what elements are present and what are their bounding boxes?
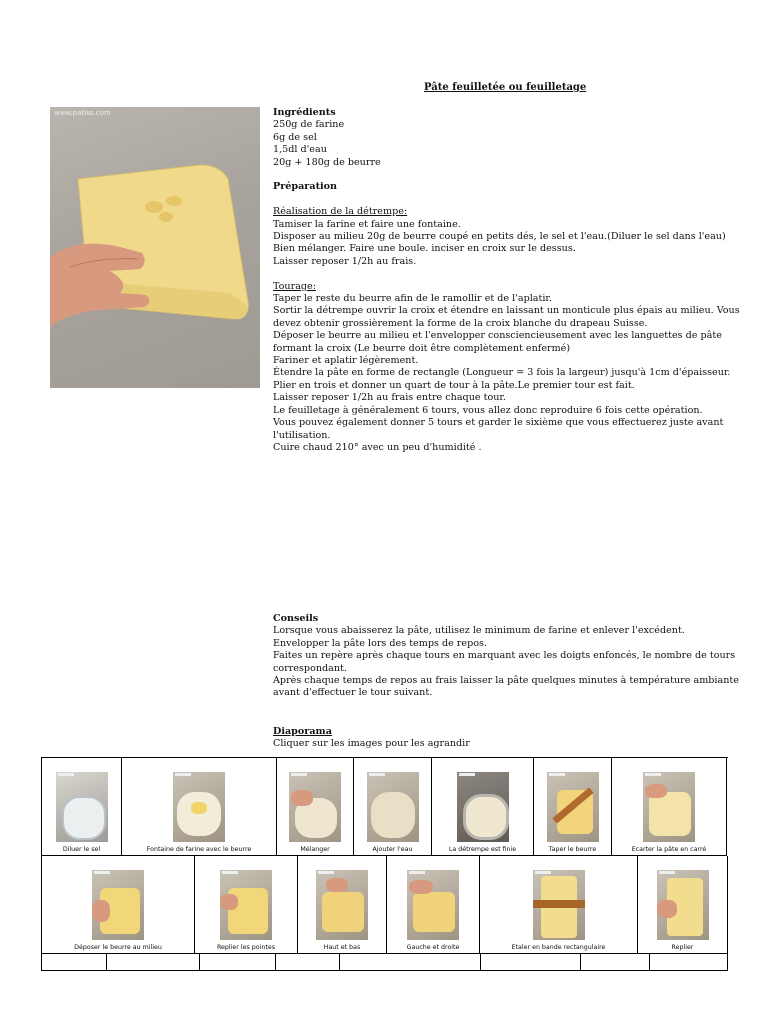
tourage-line: Sortir la détrempe ouvrir la croix et étendre en laissant un monticule plus épais au milieu. Vous (273, 305, 740, 317)
detrempe-line: Bien mélanger. Faire une boule. inciser en croix sur le dessus. (273, 243, 576, 255)
ingredients-heading: Ingrédients (273, 107, 336, 118)
slide-caption: Gauche et droite (406, 944, 460, 951)
tourage-line: Fariner et aplatir légèrement. (273, 355, 419, 367)
slide-thumbnail[interactable] (92, 870, 144, 940)
slide-caption: Fontaine de farine avec le beurre (146, 846, 252, 853)
empty-cell (481, 954, 581, 971)
slide-thumbnail[interactable] (367, 772, 419, 842)
tourage-line: Cuire chaud 210° avec un peu d'humidité . (273, 441, 482, 453)
dough-illustration (50, 107, 260, 388)
conseils-section (273, 613, 739, 700)
slide-caption: Déposer le beurre au milieu (74, 944, 162, 951)
slide-cell[interactable] (195, 856, 298, 954)
main-photo[interactable] (50, 107, 260, 388)
ingredient-item: 20g + 180g de beurre (273, 156, 381, 168)
tourage-line: formant la croix (Le beurre doit être complètement enfermé) (273, 342, 571, 354)
slide-caption: Etaler en bande rectangulaire (511, 944, 606, 951)
slide-thumbnail[interactable] (289, 772, 341, 842)
slide-cell[interactable] (354, 758, 432, 856)
conseils-line: Après chaque temps de repos au frais laisser la pâte quelques minutes à température ambiante (273, 675, 739, 687)
slide-thumbnail[interactable] (220, 870, 272, 940)
conseils-line: Envelopper la pâte lors des temps de repos. (273, 637, 487, 649)
diaporama-row-3 (42, 954, 728, 971)
empty-cell (200, 954, 276, 971)
slide-caption: La détrempe est finie (448, 846, 517, 853)
slide-caption: Replier (671, 944, 694, 951)
tourage-title: Tourage: (273, 280, 316, 292)
detrempe-line: Laisser reposer 1/2h au frais. (273, 255, 417, 267)
slide-caption: Haut et bas (323, 944, 361, 951)
slide-cell[interactable] (122, 758, 277, 856)
slide-caption: Ajouter l'eau (372, 846, 413, 853)
empty-cell (107, 954, 200, 971)
preparation-heading: Préparation (273, 181, 338, 193)
slide-cell[interactable] (387, 856, 480, 954)
tourage-line: Déposer le beurre au milieu et l'envelopper consciencieusement avec les languettes de pâte (273, 330, 722, 342)
slide-cell[interactable] (298, 856, 387, 954)
diaporama-row-1 (42, 758, 728, 856)
diaporama-heading: Diaporama (273, 726, 332, 737)
diaporama-section (273, 726, 713, 751)
slide-thumbnail[interactable] (316, 870, 368, 940)
slide-caption: Replier les pointes (216, 944, 276, 951)
slide-thumbnail[interactable] (173, 772, 225, 842)
slide-cell[interactable] (277, 758, 354, 856)
diaporama-table (41, 757, 728, 971)
ingredient-item: 6g de sel (273, 131, 317, 143)
tourage-line: Étendre la pâte en forme de rectangle (Longueur = 3 fois la largeur) jusqu'à 1cm d'épaisseur. (273, 367, 731, 379)
tourage-line: l'utilisation. (273, 429, 331, 441)
photo-watermark: www.patiss.com (54, 109, 111, 117)
slide-cell[interactable] (42, 758, 122, 856)
ingredient-item: 250g de farine (273, 119, 345, 131)
page-title: Pâte feuilletée ou feuilletage (424, 82, 587, 93)
conseils-line: avant d'effectuer le tour suivant. (273, 687, 433, 699)
empty-cell (581, 954, 650, 971)
slide-thumbnail[interactable] (657, 870, 709, 940)
tourage-line: Vous pouvez également donner 5 tours et garder le sixième que vous effectuerez juste avant (273, 417, 724, 429)
tourage-line: Laisser reposer 1/2h au frais entre chaque tour. (273, 392, 506, 404)
empty-cell (276, 954, 340, 971)
slide-cell[interactable] (612, 758, 727, 856)
empty-cell (42, 954, 107, 971)
tourage-line: Le feuilletage à généralement 6 tours, vous allez donc reproduire 6 fois cette opération. (273, 404, 703, 416)
tourage-line: Taper le reste du beurre afin de le ramollir et de l'aplatir. (273, 293, 552, 305)
slide-thumbnail[interactable] (533, 870, 585, 940)
tourage-line: Plier en trois et donner un quart de tour à la pâte.Le premier tour est fait. (273, 379, 635, 391)
recipe-text (273, 107, 740, 454)
conseils-line: correspondant. (273, 662, 347, 674)
conseils-line: Lorsque vous abaisserez la pâte, utilisez le minimum de farine et enlever l'excédent. (273, 625, 685, 637)
slide-thumbnail[interactable] (407, 870, 459, 940)
slide-cell[interactable] (480, 856, 638, 954)
detrempe-line: Disposer au milieu 20g de beurre coupé en petits dés, le sel et l'eau.(Diluer le sel dans l'eau) (273, 231, 726, 243)
slide-caption: Mélanger (300, 846, 330, 853)
slide-thumbnail[interactable] (56, 772, 108, 842)
conseils-heading: Conseils (273, 613, 319, 624)
slide-cell[interactable] (432, 758, 534, 856)
conseils-line: Faites un repère après chaque tours en marquant avec les doigts enfoncés, le nombre de tours (273, 650, 736, 662)
detrempe-title: Réalisation de la détrempe: (273, 206, 408, 218)
slide-caption: Taper le beurre (548, 846, 597, 853)
slide-thumbnail[interactable] (547, 772, 599, 842)
slide-cell[interactable] (42, 856, 195, 954)
slide-cell[interactable] (638, 856, 728, 954)
slide-caption: Diluer le sel (62, 846, 101, 853)
detrempe-line: Tamiser la farine et faire une fontaine. (273, 218, 461, 230)
tourage-line: devez obtenir grossièrement la forme de la croix blanche du drapeau Suisse. (273, 317, 648, 329)
empty-cell (340, 954, 481, 971)
slide-thumbnail[interactable] (643, 772, 695, 842)
slide-caption: Ecarter la pâte en carré (631, 846, 707, 853)
ingredient-item: 1,5dl d'eau (273, 144, 327, 156)
diaporama-subtitle: Cliquer sur les images pour les agrandir (273, 738, 470, 750)
diaporama-row-2 (42, 856, 728, 954)
empty-cell (650, 954, 728, 971)
slide-thumbnail[interactable] (457, 772, 509, 842)
slide-cell[interactable] (534, 758, 612, 856)
